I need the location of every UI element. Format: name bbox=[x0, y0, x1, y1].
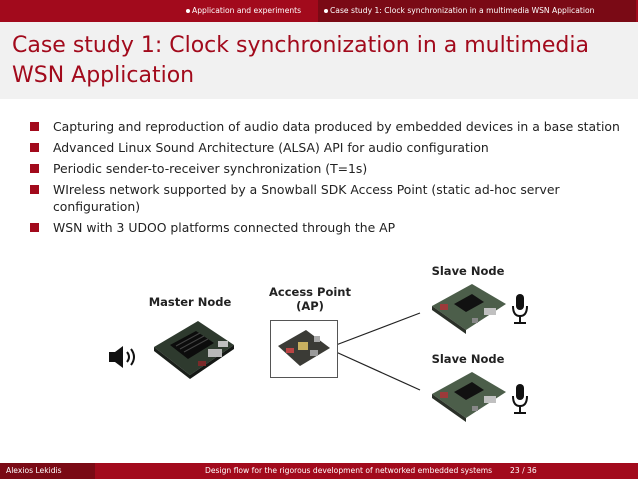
footer-talk-title: Design flow for the rigorous development of networked embedded systems bbox=[205, 466, 493, 475]
nav-section-label: Application and experiments bbox=[192, 6, 302, 15]
bullet-item bbox=[30, 160, 625, 177]
speaker-icon bbox=[107, 344, 141, 370]
nav-subsection-label: Case study 1: Clock synchronization in a multimedia WSN Application bbox=[330, 6, 595, 15]
bullet-item bbox=[30, 219, 625, 236]
access-point-label-line1: Access Point bbox=[269, 285, 351, 299]
bullet-text: Capturing and reproduction of audio data produced by embedded devices in a base station bbox=[53, 119, 620, 134]
microphone-icon bbox=[510, 382, 530, 416]
bullet-text: Advanced Linux Sound Architecture (ALSA) API for audio configuration bbox=[53, 140, 489, 155]
slave-node-board-1 bbox=[428, 280, 508, 335]
bullet-item bbox=[30, 139, 625, 156]
bullet-text: WIreless network supported by a Snowball SDK Access Point (static ad-hoc server configuration) bbox=[53, 182, 560, 214]
microphone-icon bbox=[510, 292, 530, 326]
bullet-square-icon bbox=[30, 122, 39, 131]
slide-title: Case study 1: Clock synchronization in a multimedia WSN Application bbox=[12, 33, 589, 88]
nav-section[interactable] bbox=[186, 0, 318, 22]
access-point-board bbox=[270, 320, 338, 378]
footer-page-number: 23 / 36 bbox=[510, 466, 537, 475]
footer-bar bbox=[0, 463, 638, 479]
bullet-square-icon bbox=[30, 223, 39, 232]
bullet-list bbox=[30, 118, 625, 240]
slave-node-label-2: Slave Node bbox=[431, 352, 505, 366]
nav-bullet-icon bbox=[186, 9, 190, 13]
master-node-label: Master Node bbox=[148, 295, 232, 309]
nav-bullet-icon bbox=[324, 9, 328, 13]
master-node-board bbox=[148, 317, 238, 379]
bullet-item bbox=[30, 181, 625, 215]
access-point-label bbox=[260, 285, 360, 313]
bullet-square-icon bbox=[30, 143, 39, 152]
slave-node-board-2 bbox=[428, 368, 508, 423]
bullet-item bbox=[30, 118, 625, 135]
bullet-text: WSN with 3 UDOO platforms connected through the AP bbox=[53, 220, 396, 235]
footer-main bbox=[95, 463, 638, 479]
bullet-square-icon bbox=[30, 164, 39, 173]
bullet-square-icon bbox=[30, 185, 39, 194]
access-point-label-line2: (AP) bbox=[296, 299, 324, 313]
slave-node-label-1: Slave Node bbox=[431, 264, 505, 278]
nav-subsection[interactable] bbox=[318, 0, 636, 22]
network-diagram bbox=[0, 255, 638, 455]
footer-author: Alexios Lekidis bbox=[0, 463, 95, 479]
bullet-text: Periodic sender-to-receiver synchronization (T=1s) bbox=[53, 161, 368, 176]
